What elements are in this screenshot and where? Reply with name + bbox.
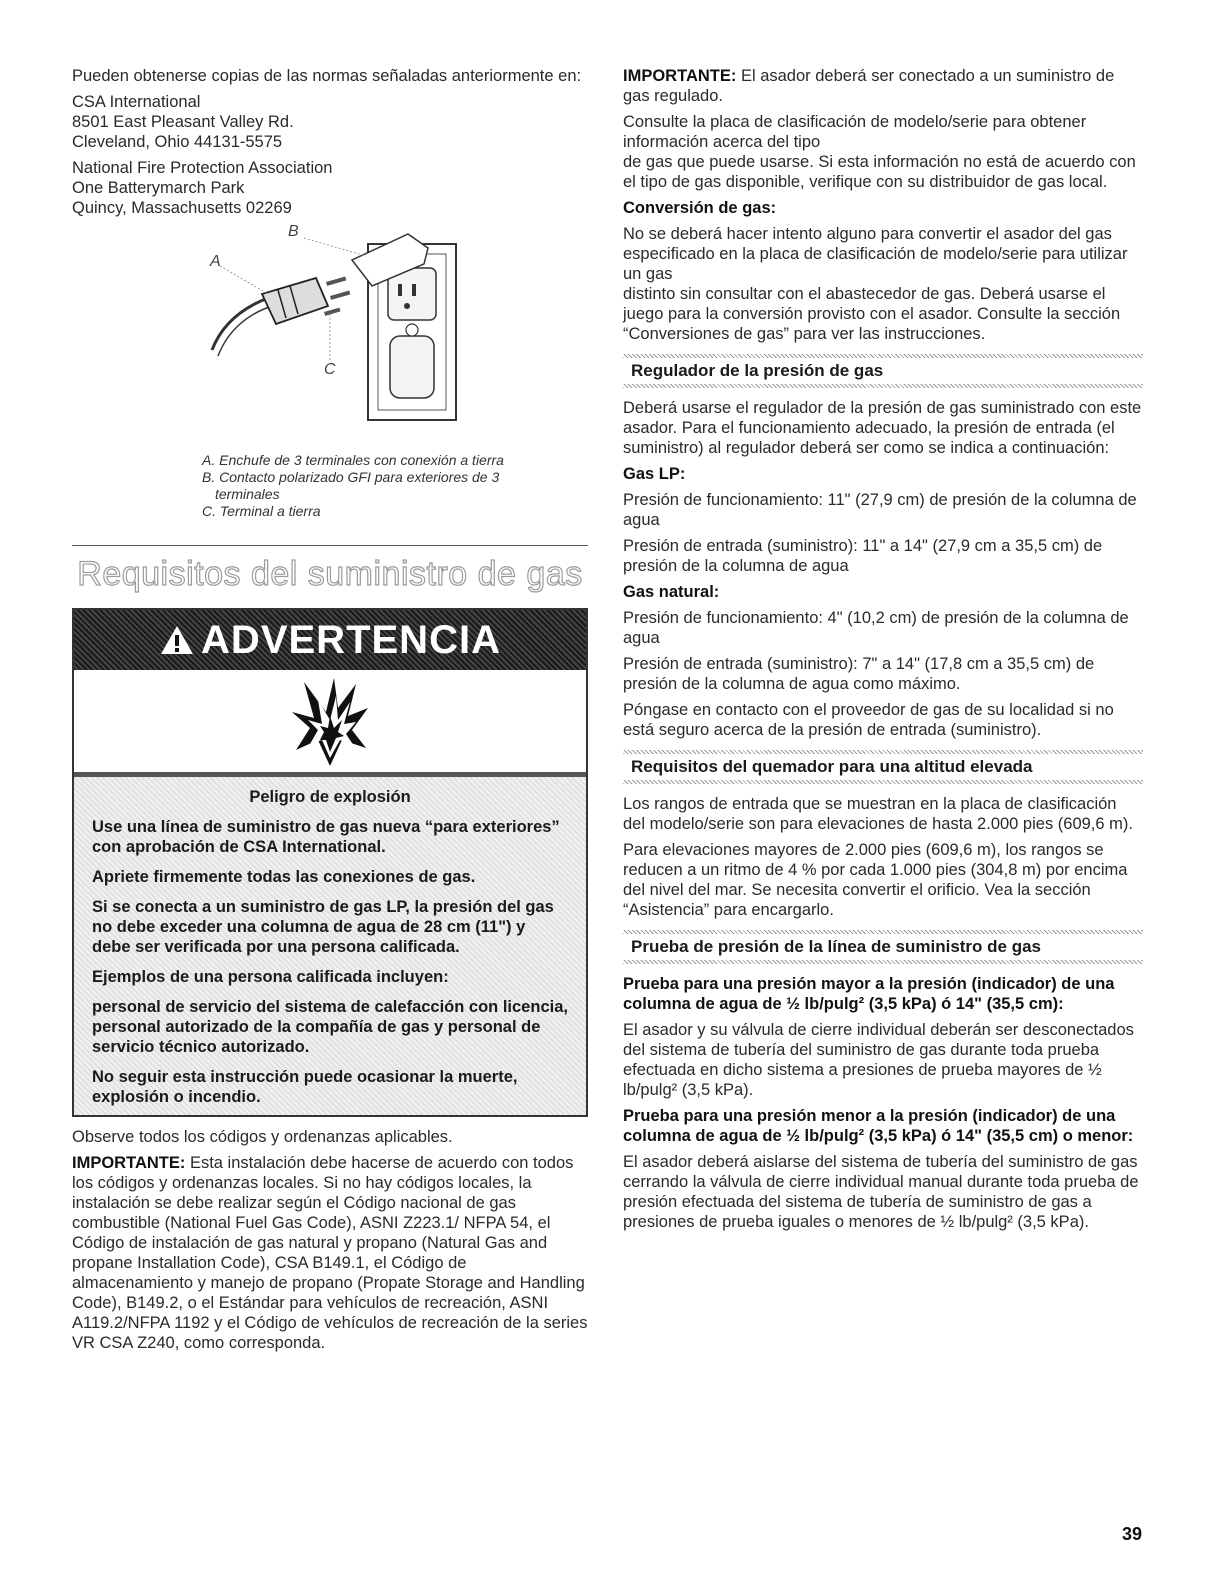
conversion-text: No se deberá hacer intento alguno para convertir el asador del gas especificado en la placa de clasificación de modelo/serie para utilizar un gas: [623, 225, 1128, 283]
lp-heading: Gas LP:: [623, 465, 686, 483]
caption-b: B. Contacto polarizado GFI para exteriores de 3: [202, 469, 500, 485]
important-body: Esta instalación debe hacerse de acuerdo con todos los códigos y ordenanzas locales. Si no hay códigos locales, la instalación se debe realizar según el Código nacional de gas combustible (National Fuel Gas Code), ASNI Z223.1/ NFPA 54, el Código de instalación de gas natural y propano (Natural Gas and propane Installation Code), CSA B149.1, el Código de almacenamiento y manejo de propano (Propate Storage and Handling Code), B149.2, o el Estándar para vehículos de recreación, ASNI A119.2/NFPA 1192 y el Código de vehículos de recreación de la series VR CSA Z240, como corresponda.: [72, 1154, 588, 1352]
altitude-text-2: Para elevaciones mayores de 2.000 pies (609,6 m), los rangos se reducen a un ritmo de 4 % por cada 1.000 pies (304,8 m) por encima del nivel del mar. Se necesita convertir el orificio. Vea la sección “Asistencia” para encargarlo.: [623, 841, 1128, 919]
altitude-heading: Requisitos del quemador para una altitud elevada: [623, 750, 1143, 784]
section-divider: [72, 545, 588, 546]
warning-body: [74, 777, 586, 1115]
lp-inlet-pressure: Presión de entrada (suministro): 11" a 14" (27,9 cm a 35,5 cm) de presión de la columna de agua: [623, 537, 1103, 575]
warning-box: [72, 608, 588, 1117]
conversion-heading: Conversión de gas:: [623, 199, 777, 217]
address-line: Cleveland, Ohio 44131-5575: [72, 133, 283, 151]
warning-paragraph: personal de servicio del sistema de calefacción con licencia, personal autorizado de la compañía de gas y personal de servicio técnico autorizado.: [92, 998, 568, 1056]
important-label: IMPORTANTE:: [623, 67, 737, 85]
consult-text: Consulte la placa de clasificación de modelo/serie para obtener información acerca del tipo: [623, 113, 1087, 151]
address-line: CSA International: [72, 93, 201, 111]
warning-paragraph: Apriete firmemente todas las conexiones de gas.: [92, 868, 476, 886]
regulator-heading: Regulador de la presión de gas: [623, 354, 1143, 388]
warning-header-text: ADVERTENCIA: [201, 618, 501, 662]
regulator-text: Deberá usarse el regulador de la presión de gas suministrado con este asador. Para el funcionamiento adecuado, la presión de entrada (el suministro) al regulador deberá ser como se indica a continuación:: [623, 399, 1142, 457]
important-body: El asador deberá ser conectado a un suministro de gas regulado.: [623, 67, 1115, 105]
test-high-text: El asador y su válvula de cierre individual deberán ser desconectados del sistema de tubería del suministro de gas durante toda prueba efectuada en dicho sistema a presiones de prueba mayores de ½ lb/pulg² (3,5 kPa).: [623, 1021, 1134, 1099]
test-low-heading: Prueba para una presión menor a la presión (indicador) de una columna de agua de ½ lb/pulg² (3,5 kPa) ó 14" (35,5 cm) o menor:: [623, 1107, 1134, 1145]
address-nfpa: [72, 158, 588, 218]
warning-header: [74, 610, 586, 670]
caption-c: C. Terminal a tierra: [202, 503, 321, 519]
address-line: Quincy, Massachusetts 02269: [72, 199, 292, 217]
figure-label-b: B: [288, 223, 299, 240]
address-line: 8501 East Pleasant Valley Rd.: [72, 113, 294, 131]
test-high-heading: Prueba para una presión mayor a la presión (indicador) de una columna de agua de ½ lb/pulg² (3,5 kPa) ó 14" (35,5 cm):: [623, 975, 1115, 1013]
natural-gas-heading: Gas natural:: [623, 583, 720, 601]
left-column: [72, 66, 588, 1359]
warning-paragraph: Use una línea de suministro de gas nueva “para exteriores” con aprobación de CSA International.: [92, 818, 560, 856]
caption-a: A. Enchufe de 3 terminales con conexión a tierra: [202, 452, 504, 468]
right-column: [623, 66, 1143, 1238]
warning-paragraph: No seguir esta instrucción puede ocasionar la muerte, explosión o incendio.: [92, 1068, 518, 1106]
warning-triangle-icon: [159, 624, 195, 656]
pressure-test-heading: Prueba de presión de la línea de suministro de gas: [623, 930, 1143, 964]
natural-inlet-pressure: Presión de entrada (suministro): 7" a 14" (17,8 cm a 35,5 cm) de presión de la columna de agua como máximo.: [623, 655, 1095, 693]
explosion-icon: [290, 678, 370, 768]
outlet-figure: [72, 224, 588, 516]
warning-paragraph: Ejemplos de una persona calificada incluyen:: [92, 968, 449, 986]
figure-label-c: C: [324, 361, 336, 378]
address-csa: [72, 92, 588, 152]
lp-operating-pressure: Presión de funcionamiento: 11" (27,9 cm) de presión de la columna de agua: [623, 491, 1137, 529]
natural-operating-pressure: Presión de funcionamiento: 4" (10,2 cm) de presión de la columna de agua: [623, 609, 1129, 647]
contact-supplier-text: Póngase en contacto con el proveedor de gas de su localidad si no está seguro acerca de la presión de entrada (suministro).: [623, 701, 1114, 739]
warning-title: Peligro de explosión: [249, 788, 411, 806]
address-line: One Batterymarch Park: [72, 179, 245, 197]
caption-b-cont: terminales: [215, 486, 280, 502]
intro-text: Pueden obtenerse copias de las normas señaladas anteriormente en:: [72, 67, 582, 85]
section-title-gas-supply: Requisitos del suministro de gas: [77, 555, 583, 593]
conversion-text-cont: distinto sin consultar con el abastecedor de gas. Deberá usarse el juego para la conversión provisto con el asador. Consulte la sección “Conversiones de gas” para ver las instrucciones.: [623, 285, 1121, 343]
test-low-text: El asador deberá aislarse del sistema de tubería del suministro de gas cerrando la válvula de cierre individual manual durante toda prueba de presión efectuada del sistema de tubería de suministro de gas a presiones de prueba iguales o menores de ½ lb/pulg² (3,5 kPa).: [623, 1153, 1139, 1231]
observe-codes-text: Observe todos los códigos y ordenanzas aplicables.: [72, 1128, 453, 1146]
important-label: IMPORTANTE:: [72, 1154, 186, 1172]
altitude-text: Los rangos de entrada que se muestran en la placa de clasificación del modelo/serie son para elevaciones de hasta 2.000 pies (609,6 m).: [623, 795, 1133, 833]
figure-label-a: A: [210, 253, 221, 270]
warning-paragraph: Si se conecta a un suministro de gas LP, la presión del gas no debe exceder una columna de agua de 28 cm (11") y debe ser verificada por una persona calificada.: [92, 898, 554, 956]
warning-icon-area: [74, 670, 586, 777]
important-regulated-text: [623, 66, 1143, 106]
important-installation-text: [72, 1153, 588, 1353]
consult-text-cont: de gas que puede usarse. Si esta información no está de acuerdo con el tipo de gas disponible, verifique con su distribuidor de gas local.: [623, 153, 1136, 191]
address-line: National Fire Protection Association: [72, 159, 333, 177]
outlet-plug-illustration: [72, 224, 588, 424]
page-number: 39: [1121, 1524, 1142, 1544]
